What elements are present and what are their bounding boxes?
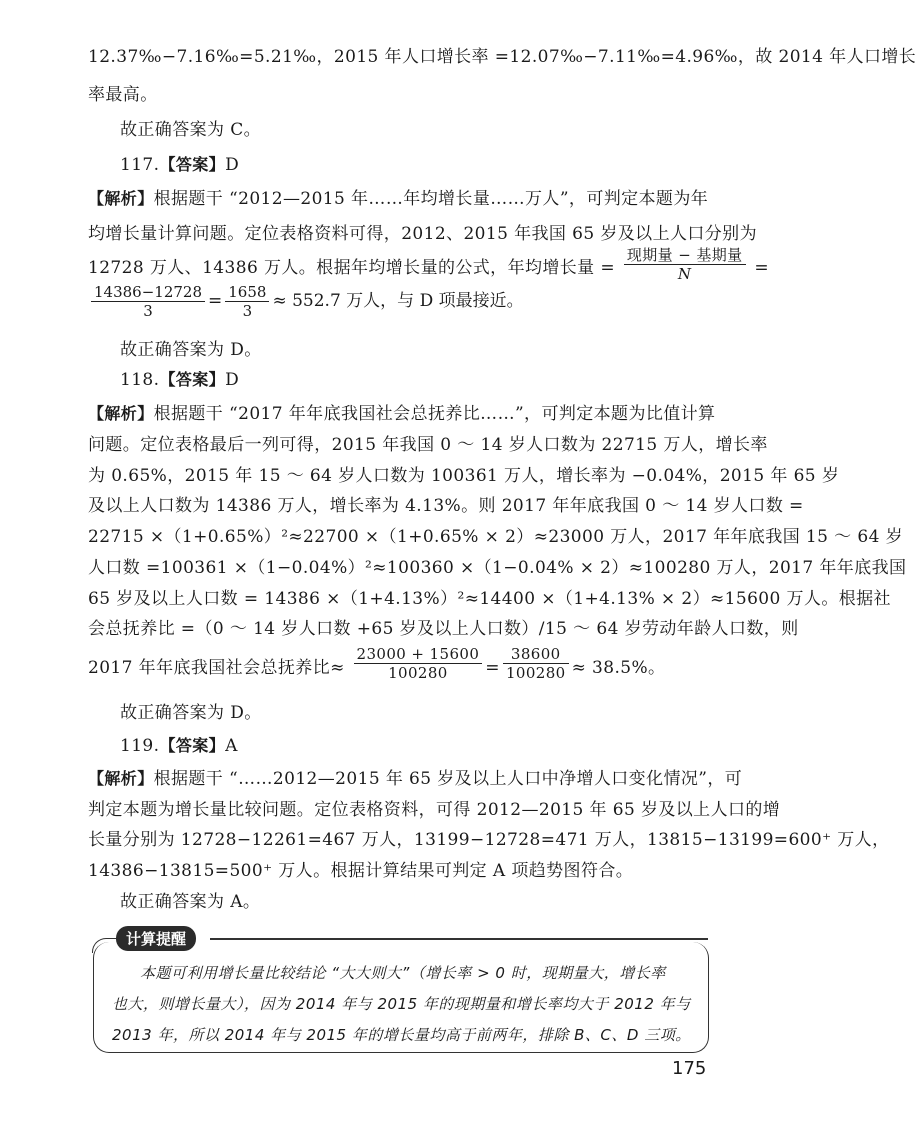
fraction-numerator: 现期量 − 基期量 bbox=[624, 246, 746, 265]
answer-conclusion: 故正确答案为 D。 bbox=[120, 340, 262, 360]
text-line: 长量分别为 12728−12261=467 万人，13199−12728=471 万人，13815−13199=600⁺ 万人， bbox=[88, 830, 890, 850]
text-line: 65 岁及以上人口数 = 14386 ×（1+4.13%）²≈14400 ×（1+4.13% × 2）≈15600 万人。根据社 bbox=[88, 589, 891, 609]
tip-text-line: 本题可利用增长量比较结论 “大大则大”（增长率 > 0 时，现期量大，增长率 bbox=[140, 964, 666, 982]
fraction-denominator: 3 bbox=[143, 302, 153, 320]
answer-tag: 【答案】 bbox=[159, 736, 226, 755]
page-number: 175 bbox=[672, 1058, 707, 1079]
analysis-line bbox=[88, 189, 708, 209]
fraction bbox=[503, 645, 569, 682]
tip-box-corner bbox=[92, 938, 119, 953]
analysis-tag: 【解析】 bbox=[88, 769, 154, 788]
answer-tag: 【答案】 bbox=[159, 370, 226, 389]
analysis-line bbox=[88, 404, 715, 424]
question-number: 118. bbox=[120, 370, 160, 390]
analysis-text: 根据题干 “2012—2015 年……年均增长量……万人”，可判定本题为年 bbox=[153, 189, 709, 209]
analysis-line bbox=[88, 769, 742, 789]
answer-value: D bbox=[225, 370, 240, 390]
analysis-tag: 【解析】 bbox=[88, 404, 154, 423]
text-line: 均增长量计算问题。定位表格资料可得，2012、2015 年我国 65 岁及以上人口分别为 bbox=[88, 224, 757, 244]
answer-value: D bbox=[225, 155, 240, 175]
fraction-numerator: 38600 bbox=[503, 645, 569, 664]
fraction bbox=[91, 283, 205, 320]
analysis-text: 根据题干 “2017 年年底我国社会总抚养比……”，可判定本题为比值计算 bbox=[153, 404, 716, 424]
text-line: 问题。定位表格最后一列可得，2015 年我国 0 ～ 14 岁人口数为 22715 万人，增长率 bbox=[88, 435, 768, 455]
tip-text-line: 也大，则增长量大），因为 2014 年与 2015 年的现期量和增长率均大于 2012 年与 bbox=[112, 995, 691, 1013]
text-line: 12.37‰−7.16‰=5.21‰，2015 年人口增长率 =12.07‰−7.11‰=4.96‰，故 2014 年人口增长 bbox=[88, 47, 916, 67]
text-line: 率最高。 bbox=[88, 85, 158, 105]
fraction bbox=[225, 283, 269, 320]
text-segment: ≈ 552.7 万人，与 D 项最接近。 bbox=[272, 291, 524, 311]
text-line: 判定本题为增长量比较问题。定位表格资料，可得 2012—2015 年 65 岁及以上人口的增 bbox=[88, 800, 781, 820]
question-119-header bbox=[120, 736, 238, 756]
question-118-header bbox=[120, 370, 239, 390]
tip-box-top-border bbox=[210, 938, 708, 940]
answer-conclusion: 故正确答案为 C。 bbox=[120, 120, 262, 140]
text-line: 为 0.65%，2015 年 15 ～ 64 岁人口数为 100361 万人，增长率为 −0.04%，2015 年 65 岁 bbox=[88, 466, 840, 486]
text-line: 及以上人口数为 14386 万人，增长率为 4.13%。则 2017 年年底我国 0 ～ 14 岁人口数 = bbox=[88, 496, 804, 516]
question-number: 119. bbox=[120, 736, 160, 756]
answer-conclusion: 故正确答案为 A。 bbox=[120, 892, 261, 912]
analysis-text: 根据题干 “……2012—2015 年 65 岁及以上人口中净增人口变化情况”，可 bbox=[153, 769, 743, 789]
text-segment: ≈ 38.5%。 bbox=[571, 658, 666, 678]
fraction-denominator: N bbox=[677, 265, 692, 283]
text-line: 22715 ×（1+0.65%）²≈22700 ×（1+0.65% × 2）≈23000 万人，2017 年年底我国 15 ～ 64 岁 bbox=[88, 527, 903, 547]
text-segment: = bbox=[754, 258, 770, 278]
fraction bbox=[624, 246, 746, 283]
fraction-denominator: 3 bbox=[242, 302, 253, 320]
answer-conclusion: 故正确答案为 D。 bbox=[120, 703, 262, 723]
fraction-denominator: 100280 bbox=[505, 664, 566, 682]
formula-line: $\frac{14386-12728}{3}$ = $\frac{1658}{3}$ ≈ 552.7 万人，与 D 项最接近。 bbox=[88, 283, 524, 320]
analysis-tag: 【解析】 bbox=[88, 189, 154, 208]
formula-line bbox=[88, 246, 770, 283]
text-segment: 2017 年年底我国社会总抚养比≈ bbox=[88, 658, 345, 678]
answer-tag: 【答案】 bbox=[159, 155, 226, 174]
question-117-header bbox=[120, 155, 239, 175]
text-line: 人口数 =100361 ×（1−0.04%）²≈100360 ×（1−0.04% × 2）≈100280 万人，2017 年年底我国 bbox=[88, 558, 907, 578]
fraction-numerator: 14386−12728 bbox=[91, 283, 205, 302]
tip-text-line: 2013 年，所以 2014 年与 2015 年的增长量均高于前两年，排除 B、C、D 三项。 bbox=[112, 1026, 691, 1044]
text-line: 14386−13815=500⁺ 万人。根据计算结果可判定 A 项趋势图符合。 bbox=[88, 861, 634, 881]
formula-line: 2017 年年底我国社会总抚养比≈ $\frac{23000 + 15600}{100280}$ = $\frac{38600}{100280}$ ≈ 38.5%。 bbox=[88, 645, 666, 682]
question-number: 117. bbox=[120, 155, 160, 175]
answer-value: A bbox=[225, 736, 238, 756]
fraction-denominator: 100280 bbox=[388, 664, 448, 682]
calculation-tip-label: 计算提醒 bbox=[116, 926, 196, 951]
fraction-numerator: 23000 + 15600 bbox=[354, 645, 483, 664]
text-segment: 12728 万人、14386 万人。根据年均增长量的公式，年均增长量 = bbox=[88, 258, 616, 278]
text-line: 会总抚养比 =（0 ～ 14 岁人口数 +65 岁及以上人口数）/15 ～ 64 岁劳动年龄人口数，则 bbox=[88, 619, 799, 639]
fraction bbox=[354, 645, 483, 682]
fraction-numerator: 1658 bbox=[225, 283, 269, 302]
